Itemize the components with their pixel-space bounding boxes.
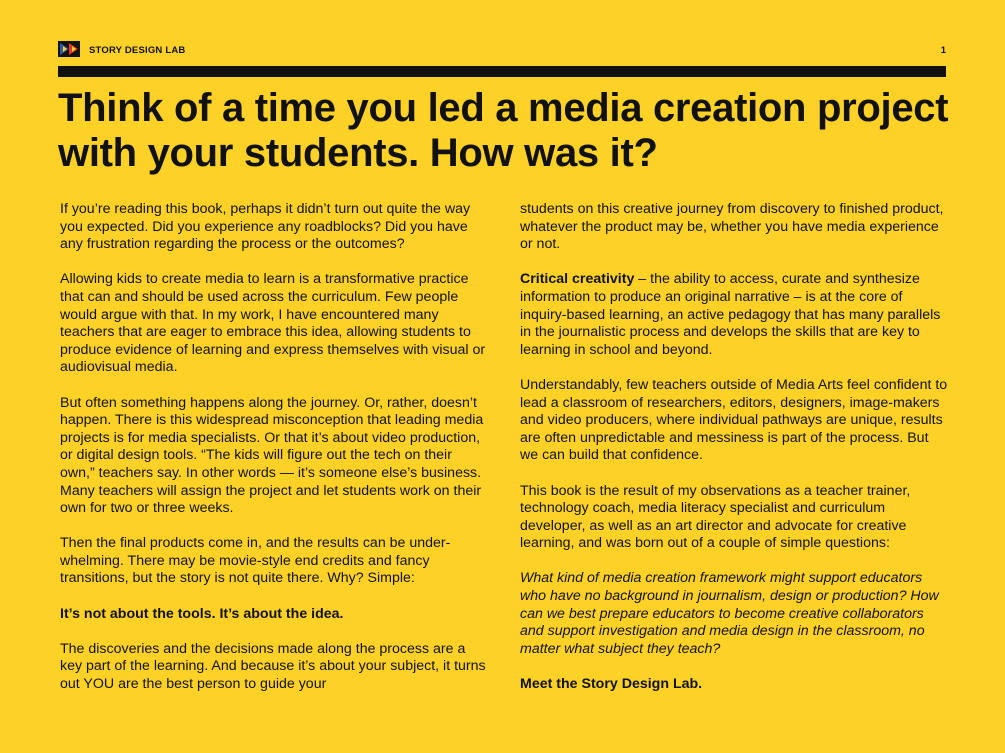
- closing-statement: Meet the Story Design Lab.: [520, 676, 703, 693]
- page-header: [58, 41, 946, 61]
- paragraph: Allowing kids to create media to learn is a transformative practice that can and should be used across the curriculum. Few people would argue with that. In my work, I have encountered many teachers that are eager to embrace this idea, allowing students to produce evidence of learning and express themselves with visual or audiovisual media.: [60, 271, 486, 376]
- header-rule: [58, 66, 946, 77]
- critical-creativity-term: Critical creativity: [520, 271, 635, 288]
- critical-creativity-definition: – the ability to access, curate and synthesize information to produce an original narrative – is at the core of inquiry-based learning, an active pedagogy that has many parallels in the journalistic process and develops the skills that are key to learning in school and beyond.: [520, 271, 941, 358]
- paragraph: But often something happens along the journey. Or, rather, doesn’t happen. There is this widespread misconception that leading media projects is for media specialists. Or that it’s about video production, or digital design tools. “The kids will figure out the tech on their own,” teachers say. In other words — it’s someone else’s business. Many teachers will assign the project and let students work on their own for two or three weeks.: [60, 394, 484, 517]
- page-number: 1: [940, 45, 946, 56]
- page-title: Think of a time you led a media creation project with your students. How was it?: [58, 86, 949, 175]
- guiding-questions: What kind of media creation framework might support educators who have no background in journalism, design or production? How can we best prepare educators to become creative collaborators and support investigation and media design in the classroom, no matter what subject they teach?: [520, 570, 939, 657]
- key-statement: It’s not about the tools. It’s about the idea.: [60, 605, 344, 622]
- left-column: [60, 201, 488, 711]
- paragraph: This book is the result of my observations as a teacher trainer, technology coach, media literacy specialist and curriculum developer, as well as an art director and advocate for creative learning, and was born out of a couple of simple questions:: [520, 482, 911, 552]
- brand-name: STORY DESIGN LAB: [89, 45, 186, 56]
- paragraph: If you’re reading this book, perhaps it didn’t turn out quite the way you expected. Did you experience any roadblocks? Did you have any frustration regarding the process or the outcomes?: [60, 201, 471, 253]
- right-column: [520, 201, 948, 711]
- paragraph: [520, 271, 948, 359]
- paragraph: Understandably, few teachers outside of Media Arts feel confident to lead a classroom of researchers, editors, designers, image-makers and video producers, where individual pathways are unique, results are often unpredictable and messiness is part of the process. But we can build that confidence.: [520, 376, 948, 464]
- paragraph: students on this creative journey from discovery to finished product, whatever the product may be, whether you have media experience or not.: [520, 201, 944, 253]
- paragraph: Then the final products come in, and the results can be under-whelming. There may be movie-style end credits and fancy transitions, but the story is not quite there. Why? Simple:: [60, 535, 451, 587]
- paragraph: The discoveries and the decisions made along the process are a key part of the learning. And because it’s about your subject, it turns out YOU are the best person to guide your: [60, 640, 486, 693]
- story-design-lab-logo-icon: [58, 41, 80, 57]
